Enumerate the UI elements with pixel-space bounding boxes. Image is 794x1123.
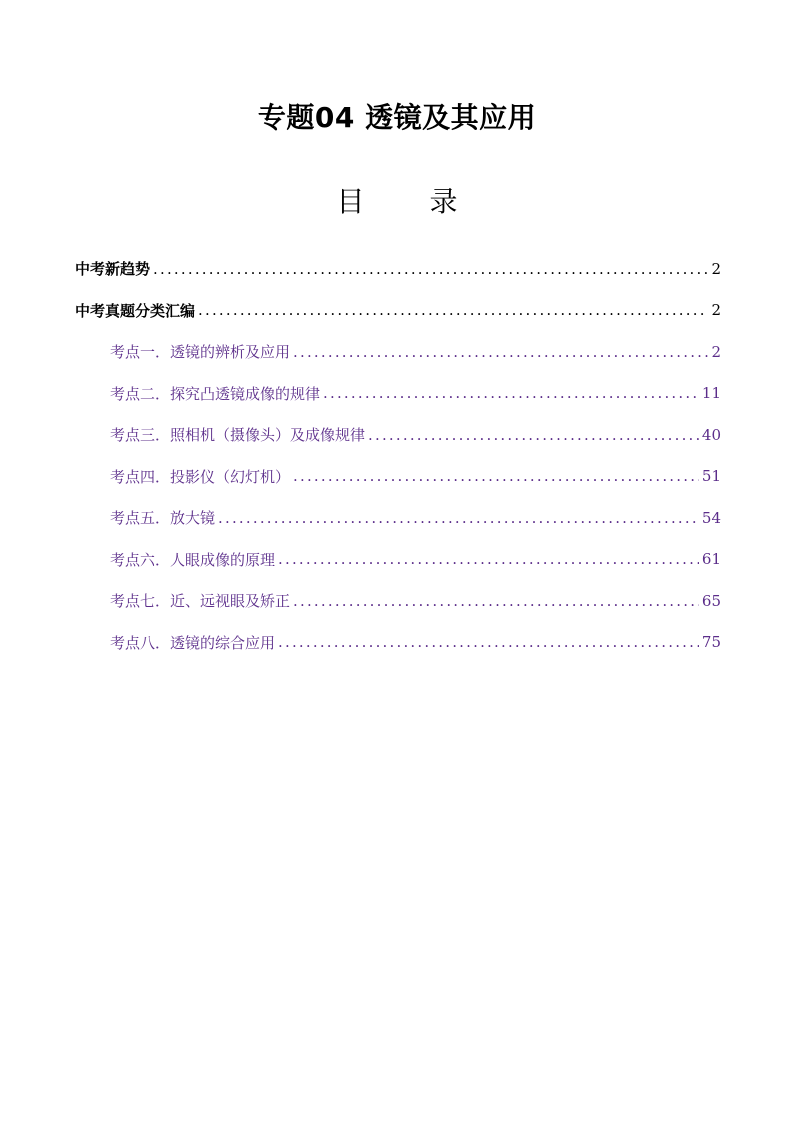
toc-leader-dots — [198, 301, 708, 319]
toc-entry-label: 考点五．放大镜 — [110, 509, 216, 528]
toc-page-number: 11 — [701, 384, 721, 403]
toc-page-number: 65 — [701, 591, 721, 610]
toc-leader-dots — [278, 633, 699, 651]
toc-page-number: 51 — [701, 467, 721, 486]
toc-entry-label: 中考真题分类汇编 — [75, 301, 196, 320]
toc-heading: 目 录 — [336, 185, 486, 218]
toc-page-number: 2 — [711, 342, 721, 361]
toc-leader-dots — [153, 260, 708, 278]
toc-page-number: 40 — [701, 425, 721, 444]
toc-leader-dots — [218, 509, 699, 527]
toc-entry-label: 考点三．照相机（摄像头）及成像规律 — [110, 426, 366, 445]
toc-entry-exam-compilation[interactable] — [75, 290, 721, 332]
toc-entry-label: 中考新趋势 — [75, 260, 151, 279]
toc-leader-dots — [323, 384, 699, 402]
toc-page-number: 61 — [701, 550, 721, 569]
table-of-contents — [0, 248, 794, 663]
toc-leader-dots — [368, 426, 699, 444]
toc-page-number: 2 — [711, 259, 721, 278]
toc-entry-label: 考点四．投影仪（幻灯机） — [110, 467, 291, 486]
toc-leader-dots — [293, 343, 708, 361]
toc-leader-dots — [293, 467, 699, 485]
toc-leader-dots — [293, 592, 699, 610]
toc-entry-point-7[interactable] — [110, 580, 721, 622]
toc-entry-label: 考点六．人眼成像的原理 — [110, 550, 276, 569]
toc-entry-point-6[interactable] — [110, 539, 721, 581]
toc-entry-point-2[interactable] — [110, 373, 721, 415]
toc-page-number: 54 — [701, 508, 721, 527]
toc-entry-point-1[interactable] — [110, 331, 721, 373]
toc-entry-point-8[interactable] — [110, 622, 721, 664]
document-title: 专题04 透镜及其应用 — [257, 101, 537, 134]
toc-entry-point-4[interactable] — [110, 456, 721, 498]
toc-page-number: 75 — [701, 633, 721, 652]
toc-leader-dots — [278, 550, 699, 568]
toc-page-number: 2 — [711, 301, 721, 320]
toc-entry-trends[interactable] — [75, 248, 721, 290]
toc-entry-label: 考点一．透镜的辨析及应用 — [110, 343, 291, 362]
toc-entry-label: 考点八．透镜的综合应用 — [110, 633, 276, 652]
toc-entry-label: 考点七．近、远视眼及矫正 — [110, 592, 291, 611]
toc-entry-point-5[interactable] — [110, 497, 721, 539]
toc-entry-point-3[interactable] — [110, 414, 721, 456]
toc-entry-label: 考点二．探究凸透镜成像的规律 — [110, 384, 321, 403]
